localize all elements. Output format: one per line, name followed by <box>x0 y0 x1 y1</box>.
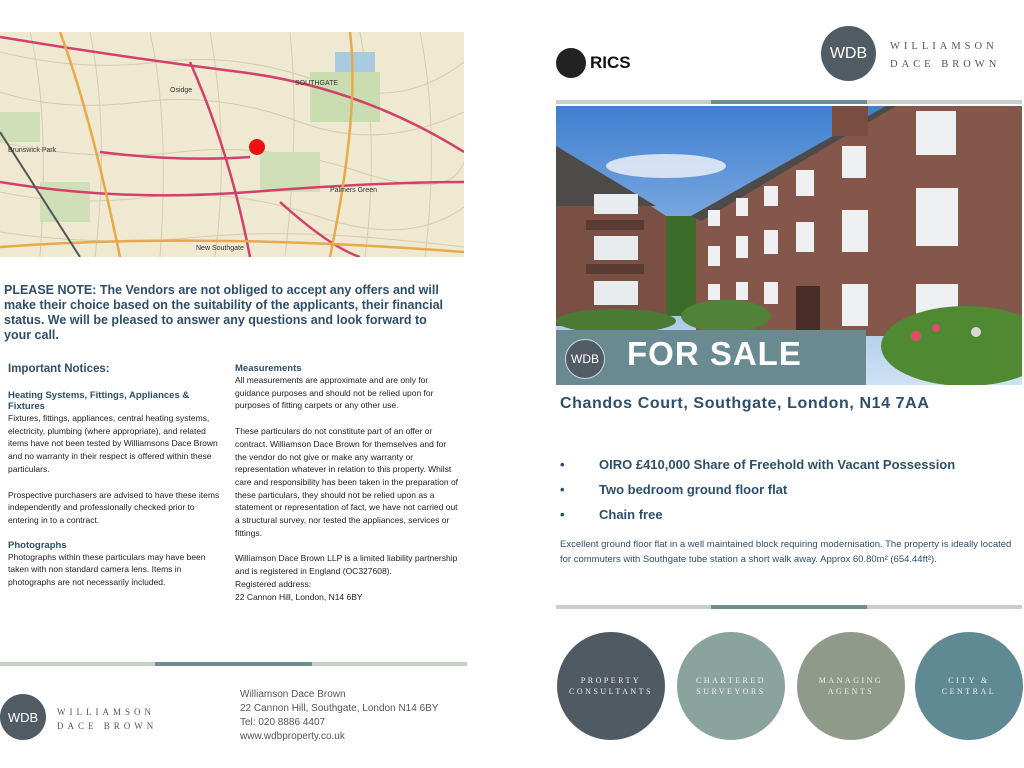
service-line1: CHARTERED <box>695 676 767 685</box>
registered-address: 22 Cannon Hill, London, N14 6BY <box>235 591 363 602</box>
rics-text: RICS <box>590 53 631 72</box>
map-label: New Southgate <box>196 245 244 252</box>
contact-address: 22 Cannon Hill, Southgate, London N14 6BY <box>240 703 439 714</box>
brand-line1: WILLIAMSON <box>890 41 998 52</box>
service-line2: AGENTS <box>827 687 875 696</box>
wdb-badge-logo: WDB <box>565 339 605 379</box>
service-property-consultants[interactable] <box>557 632 665 740</box>
important-notices-column <box>8 363 223 589</box>
heating-heading: Heating Systems, Fittings, Appliances & Fixtures <box>8 390 190 412</box>
service-chartered-surveyors[interactable] <box>677 632 785 740</box>
service-managing-agents[interactable] <box>797 632 905 740</box>
prospective-text: Prospective purchasers are advised to have these items independently and professionally checked prior to entering in to a contract. <box>8 489 220 525</box>
heating-text: Fixtures, fittings, appliances, central heating systems, electricity, plumbing (where appropriate), and related items have not been tested by Williamsons Dace Brown and no warranty in their respect is offered within these particulars. <box>8 413 218 474</box>
rics-logo <box>556 48 631 78</box>
service-line1: MANAGING <box>818 676 884 685</box>
key-features-list <box>560 455 1020 530</box>
rics-lion-icon <box>556 48 586 78</box>
vendor-notice: PLEASE NOTE: The Vendors are not obliged to accept any offers and will make their choice based on the suitability of the applicants, their financial status. We will be pleased to answer any questions and look forward to your call. <box>4 283 443 342</box>
contact-tel: Tel: 020 8886 4407 <box>240 717 326 728</box>
wdb-logo-top: WDB <box>821 26 876 81</box>
feature-price: • OIRO £410,000 Share of Freehold with Vacant Possession <box>560 455 1020 480</box>
feature-chain: • Chain free <box>560 505 1020 530</box>
llp-text: Williamson Dace Brown LLP is a limited liability partnership and is registered in England (OC327608). <box>235 553 458 577</box>
footer-brand <box>57 705 157 733</box>
feature-bedrooms: • Two bedroom ground floor flat <box>560 480 1020 505</box>
service-city-central[interactable] <box>915 632 1023 740</box>
service-line2: SURVEYORS <box>696 687 766 696</box>
map-label: SOUTHGATE <box>295 80 339 87</box>
photographs-text: Photographs within these particulars may have been taken with non standard camera lens. Items in photographs are not necessarily included. <box>8 551 206 588</box>
particulars-text: These particulars do not constitute part of an offer or contract. Williamson Dace Brown for themselves and for the vendor do not give or make any warranty or representation whatever in relation to this property. Whilst care and responsibility has been taken in the preparation of these particulars, they should not be relied upon as a statement or representation of fact, we have not carried out a structural survey, nor tested the appliances, services or fittings. <box>235 426 459 538</box>
footer-divider <box>0 662 467 666</box>
brand-line1: WILLIAMSON <box>57 707 155 717</box>
contact-web[interactable]: www.wdbproperty.co.uk <box>240 731 345 742</box>
service-line2: CONSULTANTS <box>569 687 653 696</box>
location-map <box>0 32 464 257</box>
measurements-column <box>235 363 460 603</box>
footer-contact <box>240 688 470 744</box>
property-address: Chandos Court, Southgate, London, N14 7AA <box>560 395 930 412</box>
map-label: Osidge <box>170 87 193 94</box>
important-notices-heading: Important Notices: <box>8 363 110 375</box>
service-line1: CITY & <box>948 676 990 685</box>
header-brand <box>890 38 1000 74</box>
services-divider <box>556 605 1022 609</box>
service-line1: PROPERTY <box>580 676 642 685</box>
registered-label: Registered address: <box>235 578 312 589</box>
photographs-heading: Photographs <box>8 539 67 551</box>
contact-name: Williamson Dace Brown <box>240 689 346 700</box>
measurements-text: All measurements are approximate and are only for guidance purposes and should not be relied upon for purposes of fitting carpets or any other use. <box>235 375 434 411</box>
wdb-logo: WDB <box>0 694 46 740</box>
brand-line2: DACE BROWN <box>890 59 1001 70</box>
for-sale-label: FOR SALE <box>627 335 802 372</box>
service-line2: CENTRAL <box>941 687 997 696</box>
property-description: Excellent ground floor flat in a well maintained block requiring modernisation. The property is ideally located for commuters with Southgate tube station a short walk away. Approx 60.80m² (654.44ft²). <box>560 539 1012 565</box>
brand-line2: DACE BROWN <box>57 721 158 731</box>
map-label: Palmers Green <box>330 187 378 194</box>
measurements-heading: Measurements <box>235 363 302 374</box>
map-label: Brunswick Park <box>8 147 57 154</box>
header-divider <box>556 100 1022 104</box>
